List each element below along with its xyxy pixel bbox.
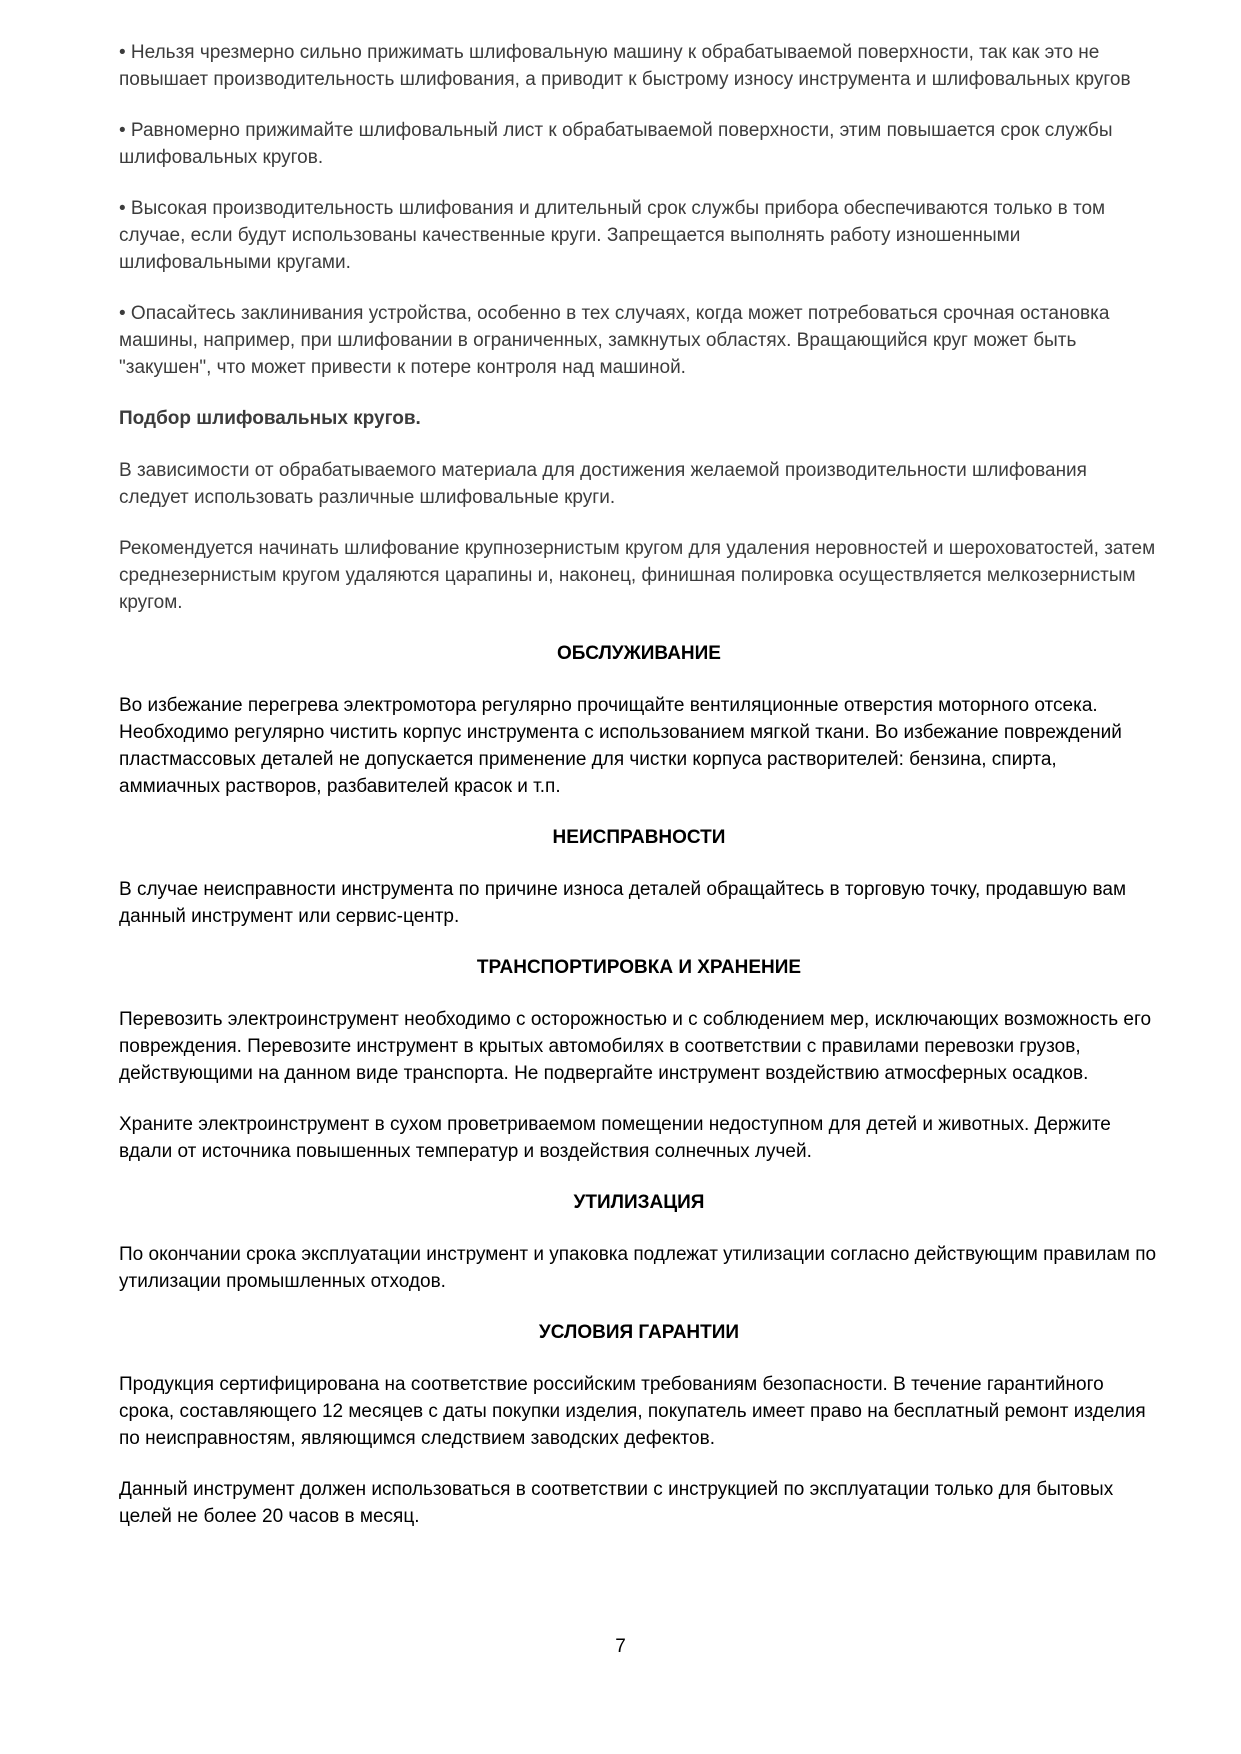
wheel-selection-heading: Подбор шлифовальных кругов. — [119, 408, 421, 429]
maintenance-paragraph: Во избежание перегрева электромотора регулярно прочищайте вентиляционные отверстия моторного отсека. Необходимо регулярно чистить корпус инструмента с использованием мягкой ткани. Во избежание повреждений пластмассовых деталей не допускается применение для чистки корпуса растворителей: бензина, спирта, аммиачных растворов, разбавителей красок и т.п. — [119, 695, 1122, 797]
disposal-paragraph: По окончании срока эксплуатации инструмент и упаковка подлежат утилизации согласно действующим правилам по утилизации промышленных отходов. — [119, 1244, 1157, 1292]
warranty-paragraph: Данный инструмент должен использоваться в соответствии с инструкцией по эксплуатации только для бытовых целей не более 20 часов в месяц. — [119, 1479, 1114, 1527]
bullet-paragraph: • Нельзя чрезмерно сильно прижимать шлифовальную машину к обрабатываемой поверхности, так как это не повышает производительность шлифования, а приводит к быстрому износу инструмента и шлифовальных кругов — [119, 42, 1131, 90]
transport-paragraph: Перевозить электроинструмент необходимо с осторожностью и с соблюдением мер, исключающих возможность его повреждения. Перевозите инструмент в крытых автомобилях в соответствии с правилами перевозки грузов, действующими на данном виде транспорта. Не подвергайте инструмент воздействию атмосферных осадков. — [119, 1009, 1152, 1084]
maintenance-title: ОБСЛУЖИВАНИЕ — [557, 643, 721, 664]
bullet-paragraph: • Высокая производительность шлифования и длительный срок службы прибора обеспечиваются только в том случае, если будут использованы качественные круги. Запрещается выполнять работу изношенными шлифовальными кругами. — [119, 198, 1106, 273]
bullet-paragraph: • Равномерно прижимайте шлифовальный лист к обрабатываемой поверхности, этим повышается срок службы шлифовальных кругов. — [119, 120, 1113, 168]
transport-storage-title: ТРАНСПОРТИРОВКА И ХРАНЕНИЕ — [476, 957, 802, 978]
malfunctions-title: НЕИСПРАВНОСТИ — [552, 827, 726, 848]
bullet-paragraph: • Опасайтесь заклинивания устройства, особенно в тех случаях, когда может потребоваться срочная остановка машины, например, при шлифовании в ограниченных, замкнутых областях. Вращающийся круг может быть "закушен", что может привести к потере контроля над машиной. — [119, 303, 1110, 378]
document-page — [119, 39, 1159, 1554]
wheel-selection-paragraph: Рекомендуется начинать шлифование крупнозернистым кругом для удаления неровностей и шероховатостей, затем среднезернистым кругом удаляются царапины и, наконец, финишная полировка осуществляется мелкозернистым кругом. — [119, 538, 1156, 613]
storage-paragraph: Храните электроинструмент в сухом проветриваемом помещении недоступном для детей и животных. Держите вдали от источника повышенных температур и воздействия солнечных лучей. — [119, 1114, 1111, 1162]
disposal-title: УТИЛИЗАЦИЯ — [573, 1192, 705, 1213]
page-number: 7 — [615, 1636, 626, 1657]
wheel-selection-paragraph: В зависимости от обрабатываемого материала для достижения желаемой производительности шлифования следует использовать различные шлифовальные круги. — [119, 460, 1087, 508]
malfunctions-paragraph: В случае неисправности инструмента по причине износа деталей обращайтесь в торговую точку, продавшую вам данный инструмент или сервис-центр. — [119, 879, 1127, 927]
warranty-title: УСЛОВИЯ ГАРАНТИИ — [538, 1322, 740, 1343]
warranty-paragraph: Продукция сертифицирована на соответствие российским требованиям безопасности. В течение гарантийного срока, составляющего 12 месяцев с даты покупки изделия, покупатель имеет право на бесплатный ремонт изделия по неисправностям, являющимся следствием заводских дефектов. — [119, 1374, 1146, 1449]
